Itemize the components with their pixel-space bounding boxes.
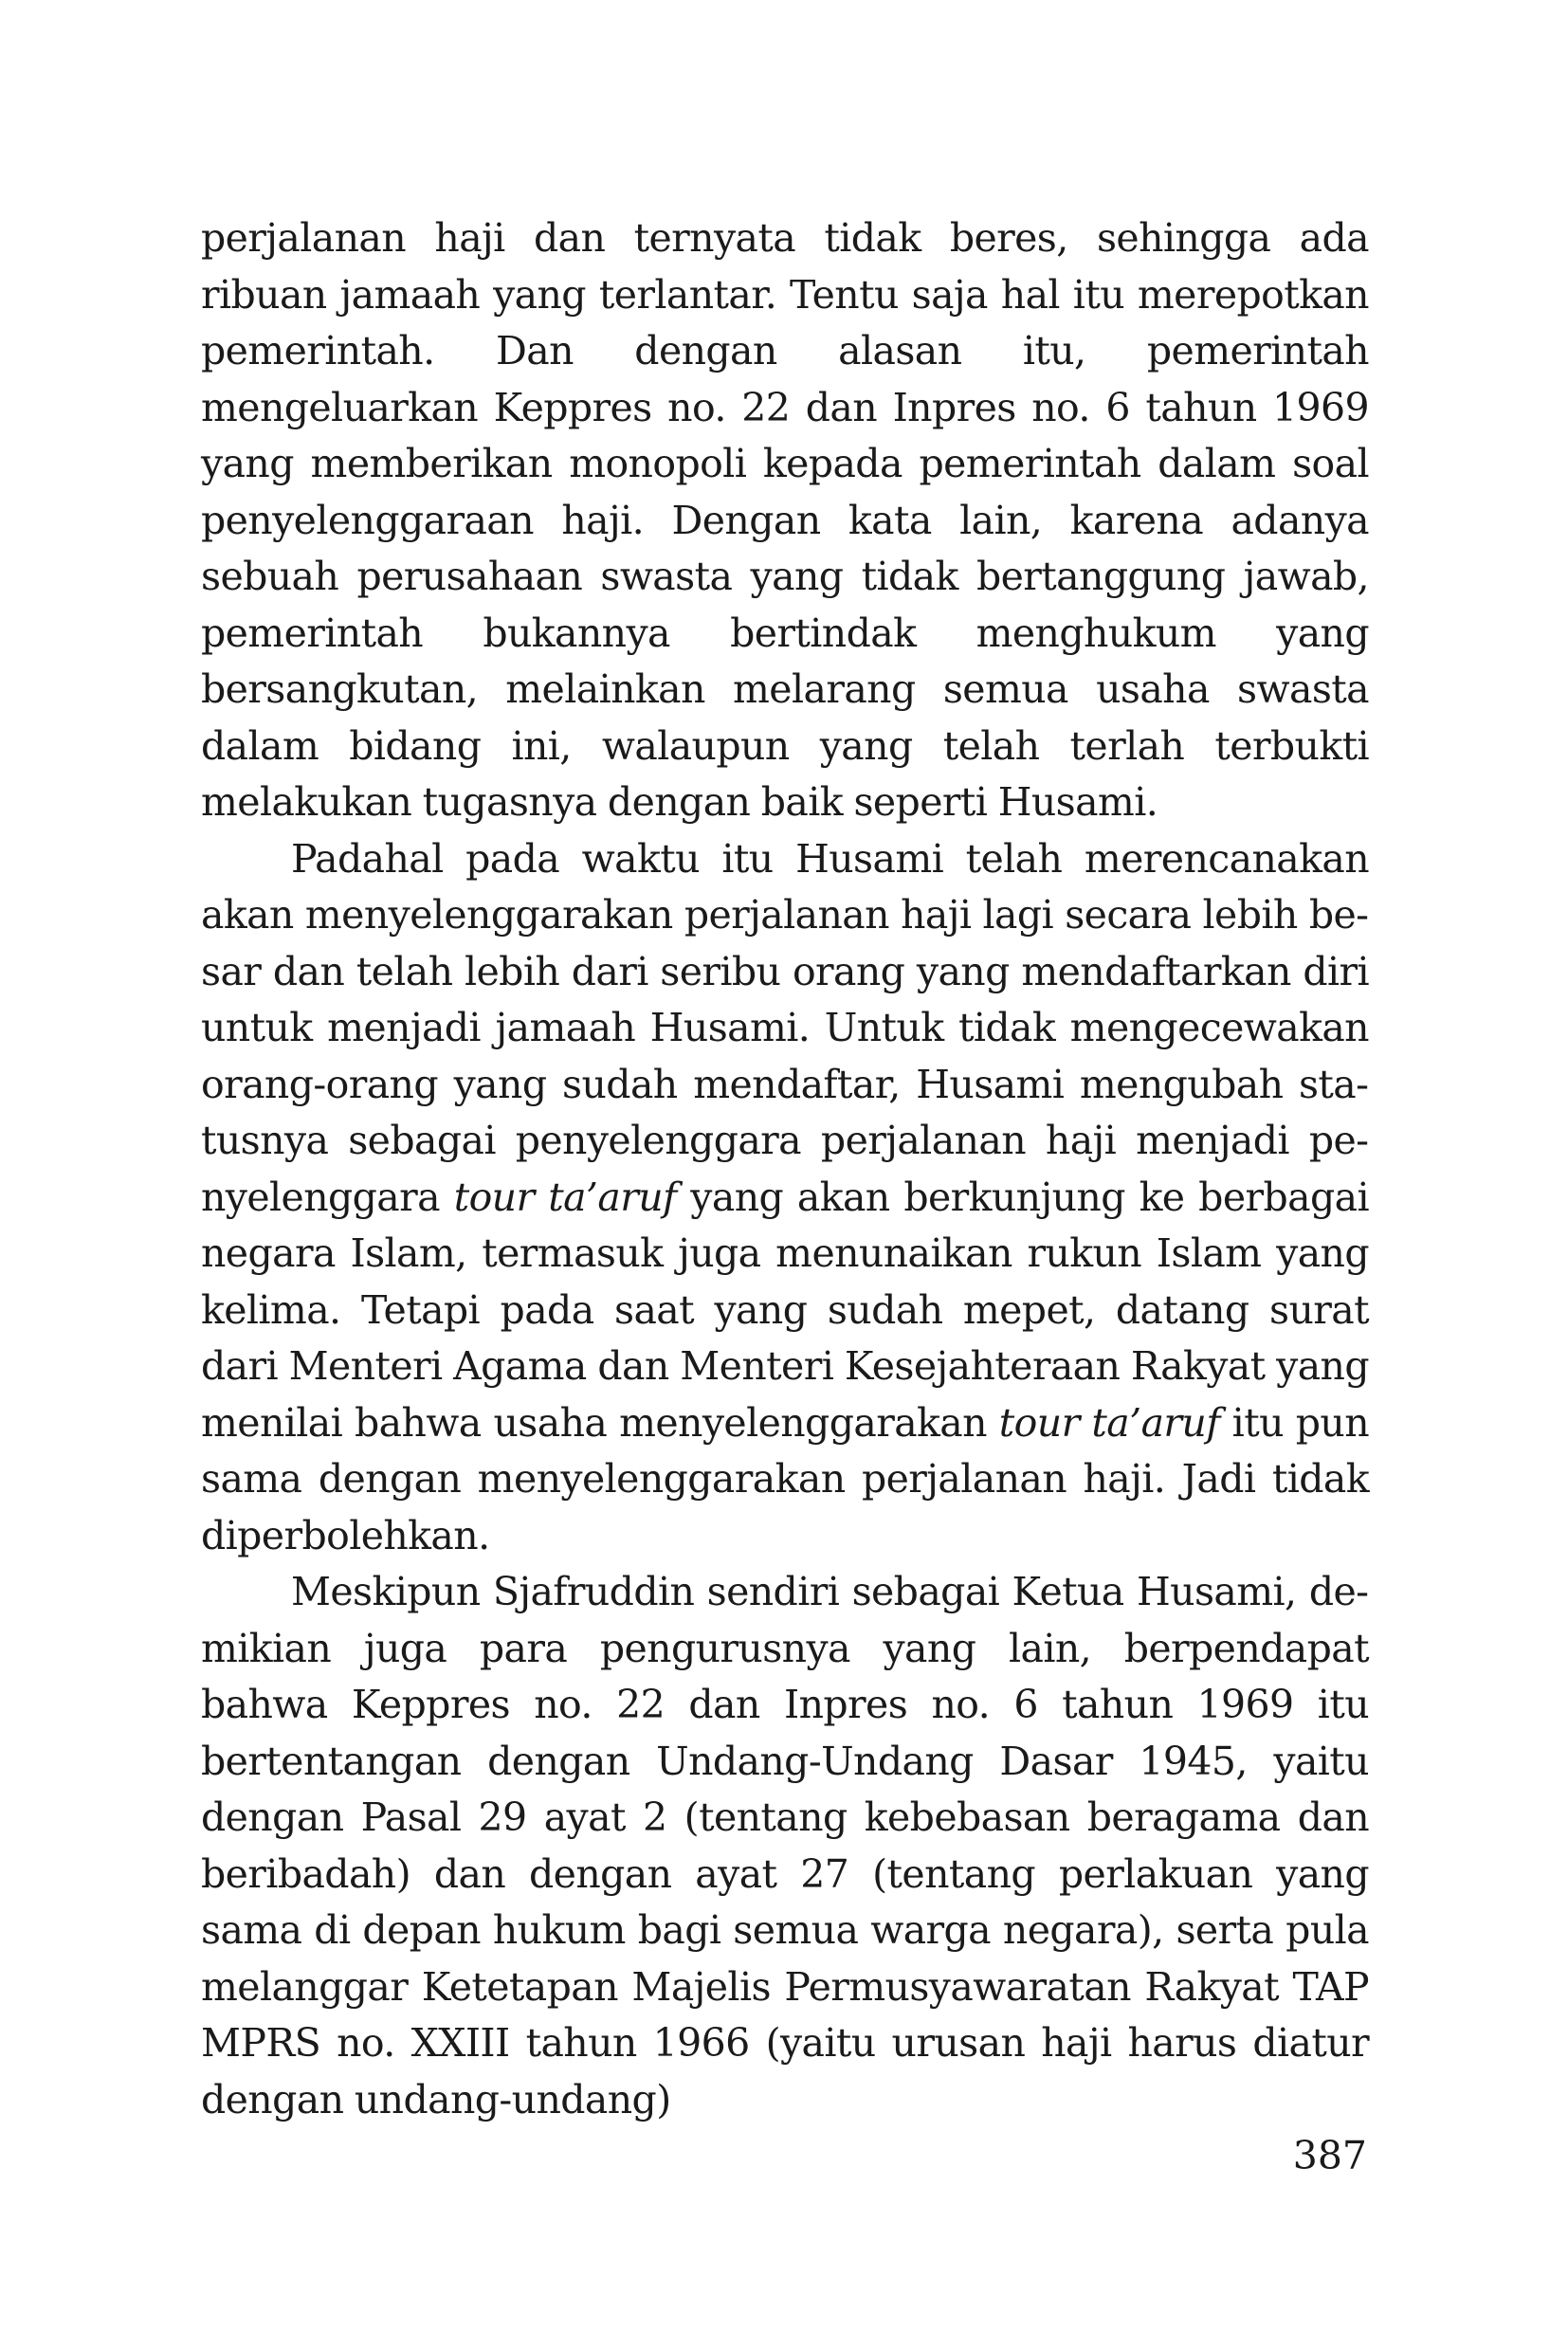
page-number: 387 <box>1292 2133 1367 2178</box>
paragraph <box>201 210 1369 831</box>
italic-phrase: tour ta’aruf <box>998 1399 1220 1446</box>
text-run: perjalanan haji dan ternyata tidak beres, sehingga ada ribuan jamaah yang terlantar. Tentu saja hal itu merepotkan pemerintah. Dan dengan alasan itu, pemerintah mengeluarkan Keppres no. 22 dan Inpres no. 6 tahun 1969 yang memberikan monopoli kepada pemerintah dalam soal penyelenggaraan haji. Dengan kata lain, karena adanya sebuah perusahaan swasta yang tidak bertanggung jawab, pemerintah bukannya bertindak menghukum yang bersangkutan, melainkan melarang semua usaha swasta dalam bidang ini, walaupun yang telah terlah terbukti melakukan tugasnya dengan baik seperti Husami. <box>201 215 1369 825</box>
text-run: itu pun sama dengan menyelenggarakan perjalanan haji. Jadi tidak diperbolehkan. <box>201 1399 1369 1558</box>
italic-phrase: tour ta’aruf <box>453 1174 677 1220</box>
body-text <box>201 210 1369 2128</box>
text-run: yang akan berkunjung ke berbagai negara Islam, termasuk juga menunaikan rukun Islam yang kelima. Tetapi pada saat yang sudah mepet, datang surat dari Menteri Agama dan Menteri Kesejahteraan Rakyat yang menilai bahwa usaha menyelenggarakan <box>201 1174 1369 1446</box>
text-run: Padahal pada waktu itu Husami telah merencanakan akan menyelenggarakan perjalanan haji lagi secara lebih besar dan telah lebih dari seribu orang yang mendaftarkan diri untuk menjadi jamaah Husami. Untuk tidak mengecewakan orang-orang yang sudah mendaftar, Husami mengubah statusnya sebagai penyelenggara perjalanan haji menjadi penyelenggara <box>201 835 1369 1220</box>
paragraph <box>201 831 1369 1565</box>
paragraph <box>201 1564 1369 2128</box>
text-run: Meskipun Sjafruddin sendiri sebagai Ketua Husami, demikian juga para pengurusnya yang lain, berpendapat bahwa Keppres no. 22 dan Inpres no. 6 tahun 1969 itu bertentangan dengan Undang-Undang Dasar 1945, yaitu dengan Pasal 29 ayat 2 (tentang kebebasan beragama dan beribadah) dan dengan ayat 27 (tentang perlakuan yang sama di depan hukum bagi semua warga negara), serta pula melanggar Ketetapan Majelis Permusyawaratan Rakyat TAP MPRS no. XXIII tahun 1966 (yaitu urusan haji harus diatur dengan undang-undang) <box>201 1569 1369 2122</box>
